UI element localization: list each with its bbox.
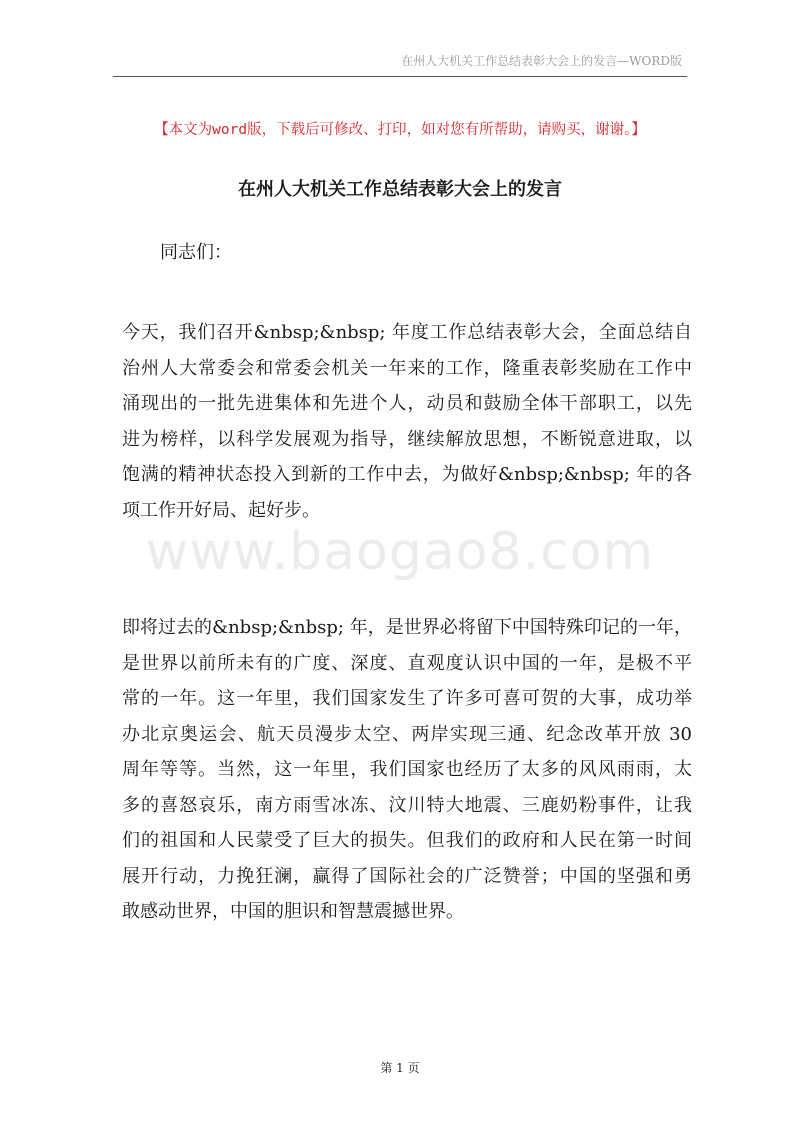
paragraph-line: 项工作开好局、起好步。 — [122, 499, 320, 521]
document-title: 在州人大机关工作总结表彰大会上的发言 — [238, 179, 562, 200]
page-number: 第 1 页 — [380, 1061, 420, 1075]
greeting: 同志们： — [160, 242, 232, 263]
paragraph-line: 多的喜怒哀乐，南方雨雪冰冻、汶川特大地震、三鹿奶粉事件，让我 — [122, 794, 692, 816]
paragraph-line: 涌现出的一批先进集体和先进个人，动员和鼓励全体干部职工，以先 — [122, 393, 692, 414]
paragraph-line: 是世界以前所未有的广度、深度、直观度认识中国的一年，是极不平 — [122, 652, 692, 674]
paragraph-line: 今天，我们召开&nbsp;&nbsp; 年度工作总结表彰大会，全面总结自 — [122, 322, 692, 343]
paragraph-line: 展开行动，力挽狂澜，赢得了国际社会的广泛赞誉；中国的坚强和勇 — [122, 865, 692, 887]
paragraph-line: 饱满的精神状态投入到新的工作中去，为做好&nbsp;&nbsp; 年的各 — [122, 464, 692, 485]
paragraph-line: 办北京奥运会、航天员漫步太空、两岸实现三通、纪念改革开放 30 — [122, 723, 692, 745]
paragraph-line: 治州人大常委会和常委会机关一年来的工作，隆重表彰奖励在工作中 — [122, 357, 692, 379]
paragraph-line: 常的一年。这一年里，我们国家发生了许多可喜可贺的大事，成功举 — [122, 688, 692, 709]
watermark: www.baogao8.com — [145, 522, 655, 582]
paragraph-line: 敢感动世界，中国的胆识和智慧震撼世界。 — [122, 901, 464, 922]
paragraph-line: 进为榜样，以科学发展观为指导，继续解放思想，不断锐意进取，以 — [122, 428, 692, 450]
paragraph-1 — [122, 315, 692, 528]
purchase-notice: 【本文为word版，下载后可修改、打印，如对您有所帮助，请购买，谢谢。】 — [154, 122, 646, 138]
header-divider — [113, 76, 687, 77]
paragraph-line: 们的祖国和人民蒙受了巨大的损失。但我们的政府和人民在第一时间 — [122, 830, 692, 851]
paragraph-2 — [122, 610, 692, 930]
paragraph-line: 周年等等。当然，这一年里，我们国家也经历了太多的风风雨雨，太 — [122, 759, 692, 780]
running-header: 在州人大机关工作总结表彰大会上的发言—WORD版 — [401, 54, 682, 68]
paragraph-line: 即将过去的&nbsp;&nbsp; 年，是世界必将留下中国特殊印记的一年， — [122, 617, 692, 638]
